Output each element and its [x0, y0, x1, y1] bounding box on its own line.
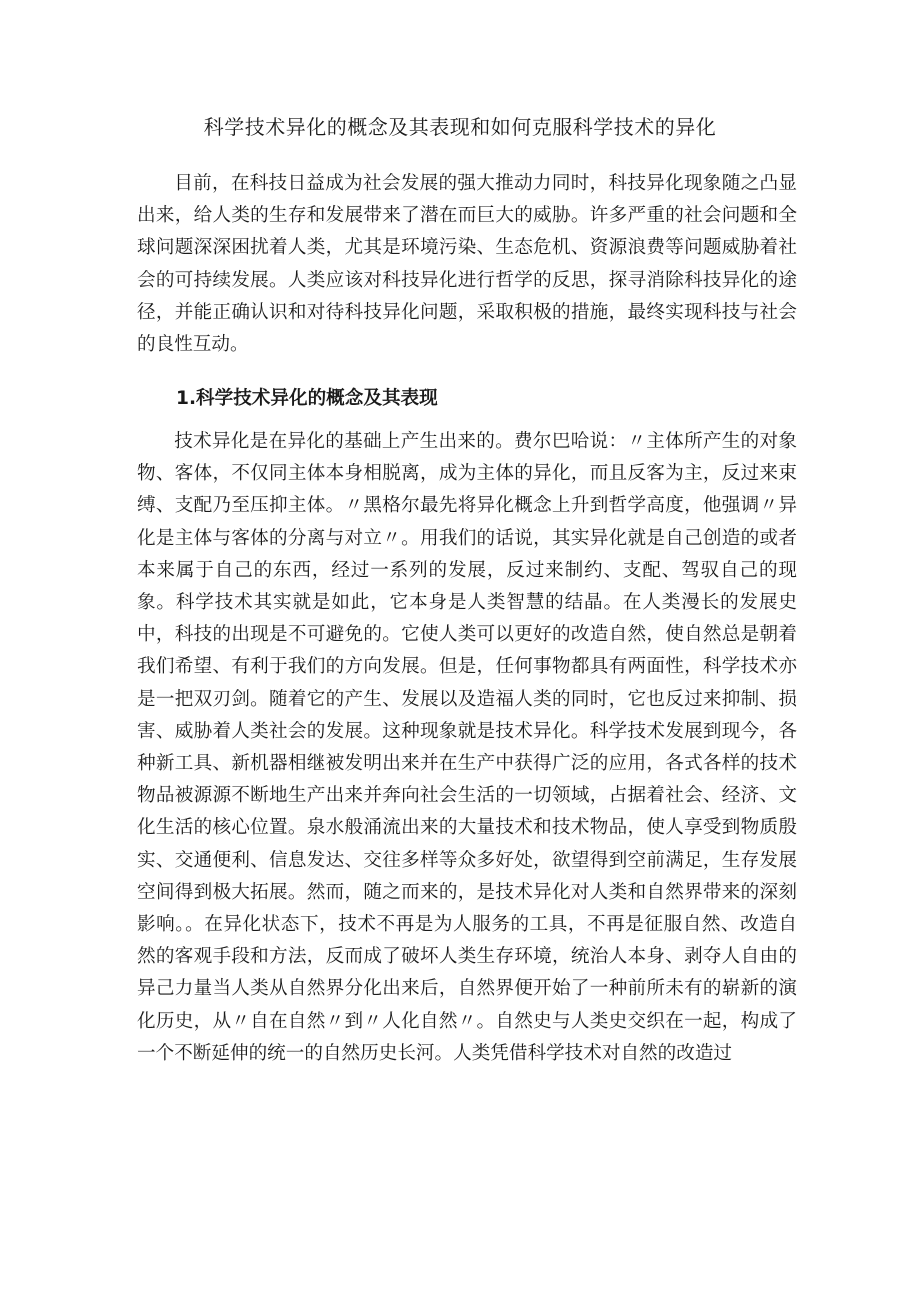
section-heading: 1.科学技术异化的概念及其表现 [176, 388, 438, 409]
document-title: 科学技术异化的概念及其表现和如何克服科学技术的异化 [203, 115, 717, 139]
intro-paragraph: 目前，在科技日益成为社会发展的强大推动力同时，科技异化现象随之凸显出来，给人类的生存和发展带来了潜在而巨大的威胁。许多严重的社会问题和全球问题深深困扰着人类，尤其是环境污染、生态危机、资源浪费等问题威胁着社会的可持续发展。人类应该对科技异化进行哲学的反思，探寻消除科技异化的途径，并能正确认识和对待科技异化问题，采取积极的措施，最终实现科技与社会的良性互动。 [137, 173, 797, 356]
section-paragraph: 技术异化是在异化的基础上产生出来的。费尔巴哈说：〃主体所产生的对象物、客体，不仅同主体本身相脱离，成为主体的异化，而且反客为主，反过来束缚、支配乃至压抑主体。〃黑格尔最先将异化概念上升到哲学高度，他强调〃异化是主体与客体的分离与对立〃。用我们的话说，其实异化就是自己创造的或者本来属于自己的东西，经过一系列的发展，反过来制约、支配、驾驭自己的现象。科学技术其实就是如此，它本身是人类智慧的结晶。在人类漫长的发展史中，科技的出现是不可避免的。它使人类可以更好的改造自然，使自然总是朝着我们希望、有利于我们的方向发展。但是，任何事物都具有两面性，科学技术亦是一把双刃剑。随着它的产生、发展以及造福人类的同时，它也反过来抑制、损害、威胁着人类社会的发展。这种现象就是技术异化。科学技术发展到现今，各种新工具、新机器相继被发明出来并在生产中获得广泛的应用，各式各样的技术物品被源源不断地生产出来并奔向社会生活的一切领域，占据着社会、经济、文化生活的核心位置。泉水般涌流出来的大量技术和技术物品，使人享受到物质殷实、交通便利、信息发达、交往多样等众多好处，欲望得到空前满足，生存发展空间得到极大拓展。然而，随之而来的，是技术异化对人类和自然界带来的深刻影响。。在异化状态下，技术不再是为人服务的工具，不再是征服自然、改造自然的客观手段和方法，反而成了破坏人类生存环境，统治人本身、剥夺人自由的异己力量当人类从自然界分化出来后，自然界便开始了一种前所未有的崭新的演化历史，从〃自在自然〃到〃人化自然〃。自然史与人类史交织在一起，构成了一个不断延伸的统一的自然历史长河。人类凭借科学技术对自然的改造过 [137, 431, 797, 1064]
